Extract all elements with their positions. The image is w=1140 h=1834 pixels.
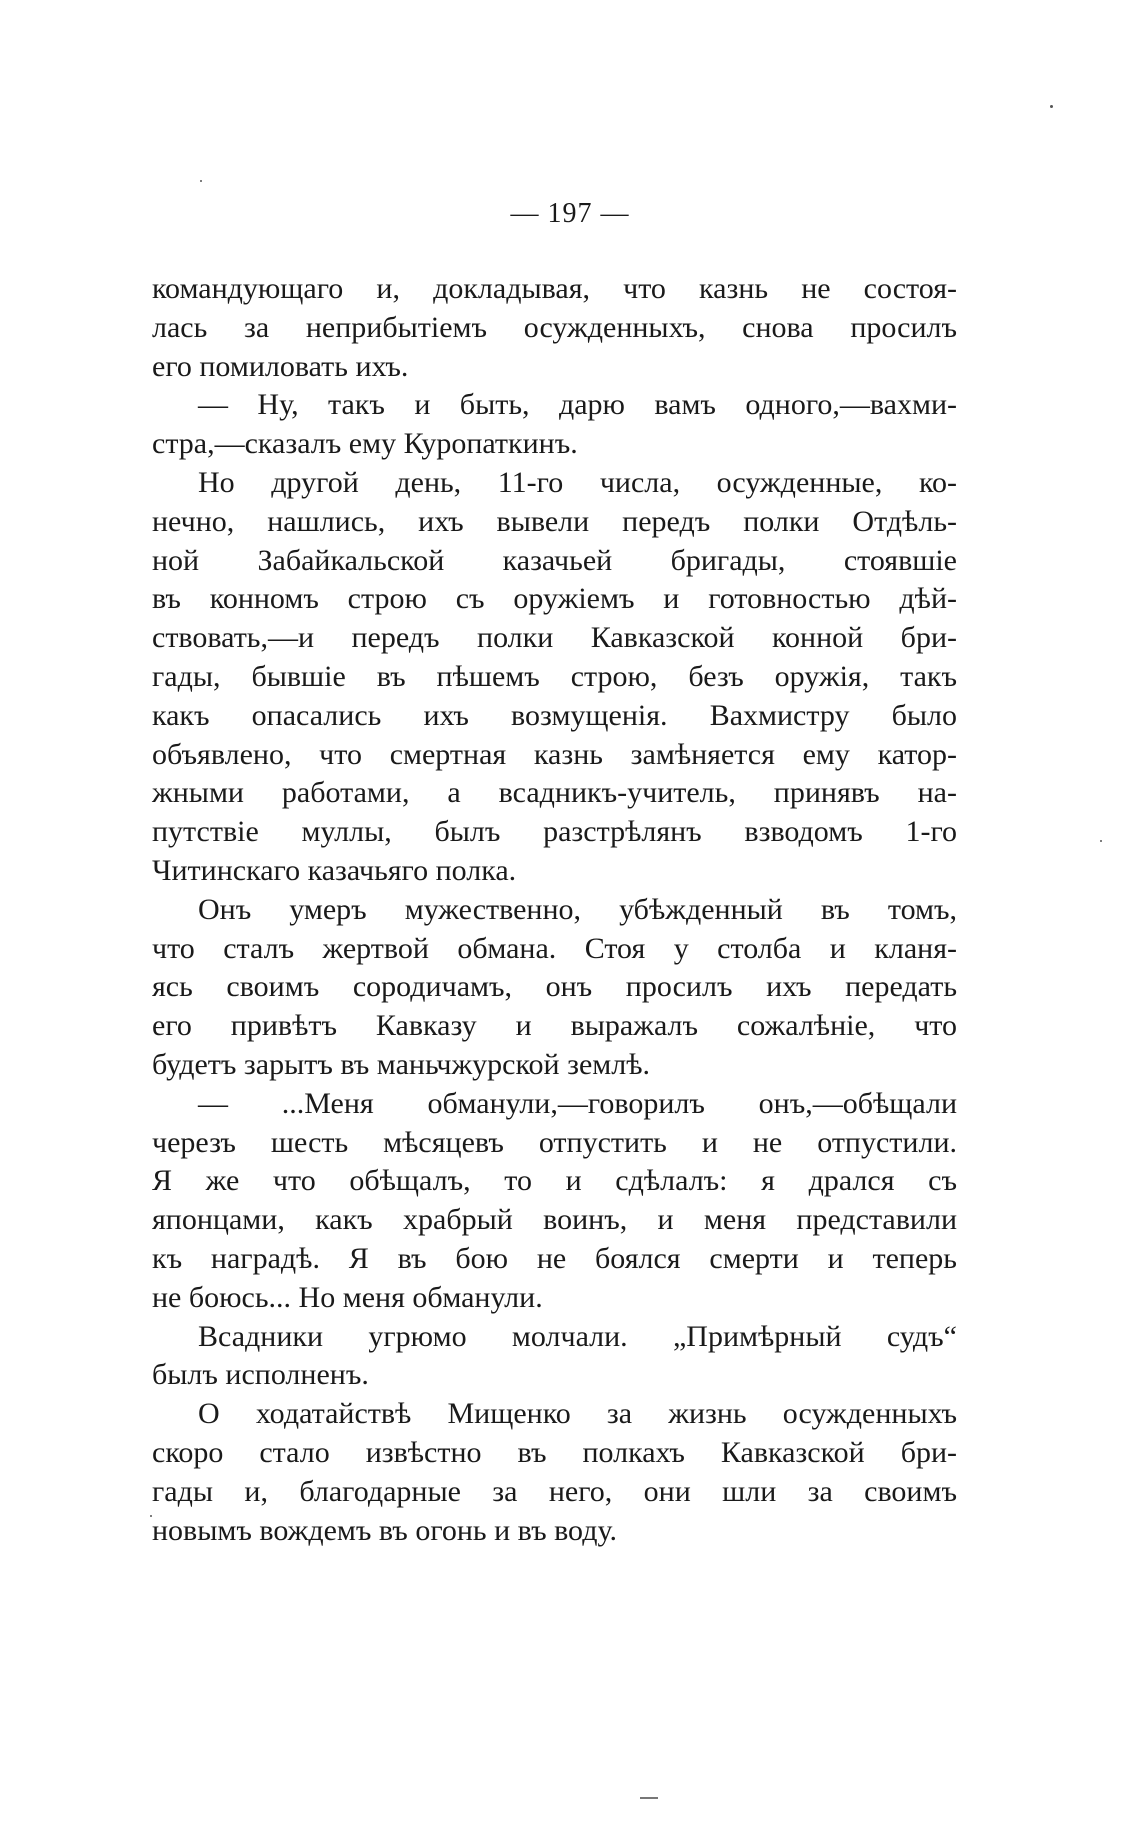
text-line: ной Забайкальской казачьей бригады, стоявшіе [152,543,957,577]
text-line: Онъ умеръ мужественно, убѣжденный въ томъ, [198,892,957,926]
text-line: гады, бывшіе въ пѣшемъ строю, безъ оружія, такъ [152,659,957,693]
text-line: О ходатайствѣ Мищенко за жизнь осужденныхъ [198,1397,957,1431]
text-line: въ конномъ строю съ оружіемъ и готовностью дѣй- [152,582,957,616]
body-text [152,270,957,1550]
scan-mark [640,1797,658,1799]
text-line: Но другой день, 11-го числа, осужденные, ко- [198,465,957,499]
text-line: скоро стало извѣстно въ полкахъ Кавказской бри- [152,1435,957,1469]
text-line: его привѣтъ Кавказу и выражалъ сожалѣніе, что [152,1009,957,1043]
text-line: какъ опасались ихъ возмущенія. Вахмистру было [152,698,957,732]
text-line: былъ исполненъ. [152,1358,369,1392]
text-line: не боюсь... Но меня обманули. [152,1280,543,1314]
text-line: — Ну, такъ и быть, дарю вамъ одного,—вахми- [198,388,957,422]
text-line: ствовать,—и передъ полки Кавказской конной бри- [152,621,957,655]
text-line: нечно, нашлись, ихъ вывели передъ полки Отдѣль- [152,504,957,538]
text-line: объявлено, что смертная казнь замѣняется ему катор- [152,737,957,771]
text-line: ясь своимъ сородичамъ, онъ просилъ ихъ передать [152,970,957,1004]
scan-speck [200,180,202,182]
text-line: его помиловать ихъ. [152,349,409,383]
text-line: Всадники угрюмо молчали. „Примѣрный судъ“ [198,1319,957,1353]
text-line: черезъ шесть мѣсяцевъ отпустить и не отпустили. [152,1125,957,1159]
text-line: лась за неприбытіемъ осужденныхъ, снова просилъ [152,310,957,344]
text-line: жными работами, а всадникъ-учитель, принявъ на- [152,776,957,810]
scan-speck [1050,105,1053,108]
scan-speck [150,1515,152,1517]
text-line: командующаго и, докладывая, что казнь не состоя- [152,272,957,305]
scan-speck [1100,840,1102,842]
text-line: будетъ зарытъ въ маньчжурской землѣ. [152,1047,651,1081]
text-line: — ...Меня обманули,—говорилъ онъ,—обѣщали [198,1086,957,1120]
page-number: — 197 — [510,198,630,229]
text-line: новымъ вождемъ въ огонь и въ воду. [152,1513,617,1547]
text-line: что сталъ жертвой обмана. Стоя у столба и кланя- [152,931,957,965]
text-line: путствіе муллы, былъ разстрѣлянъ взводомъ 1-го [152,815,957,849]
text-line: Я же что обѣщалъ, то и сдѣлалъ: я дрался съ [152,1164,957,1198]
text-line: японцами, какъ храбрый воинъ, и меня представили [152,1203,957,1237]
text-line: къ наградѣ. Я въ бою не боялся смерти и теперь [152,1241,957,1275]
text-line: Читинскаго казачьяго полка. [152,853,517,887]
text-line: гады и, благодарные за него, они шли за своимъ [152,1474,957,1508]
text-line: стра,—сказалъ ему Куропаткинъ. [152,427,578,461]
